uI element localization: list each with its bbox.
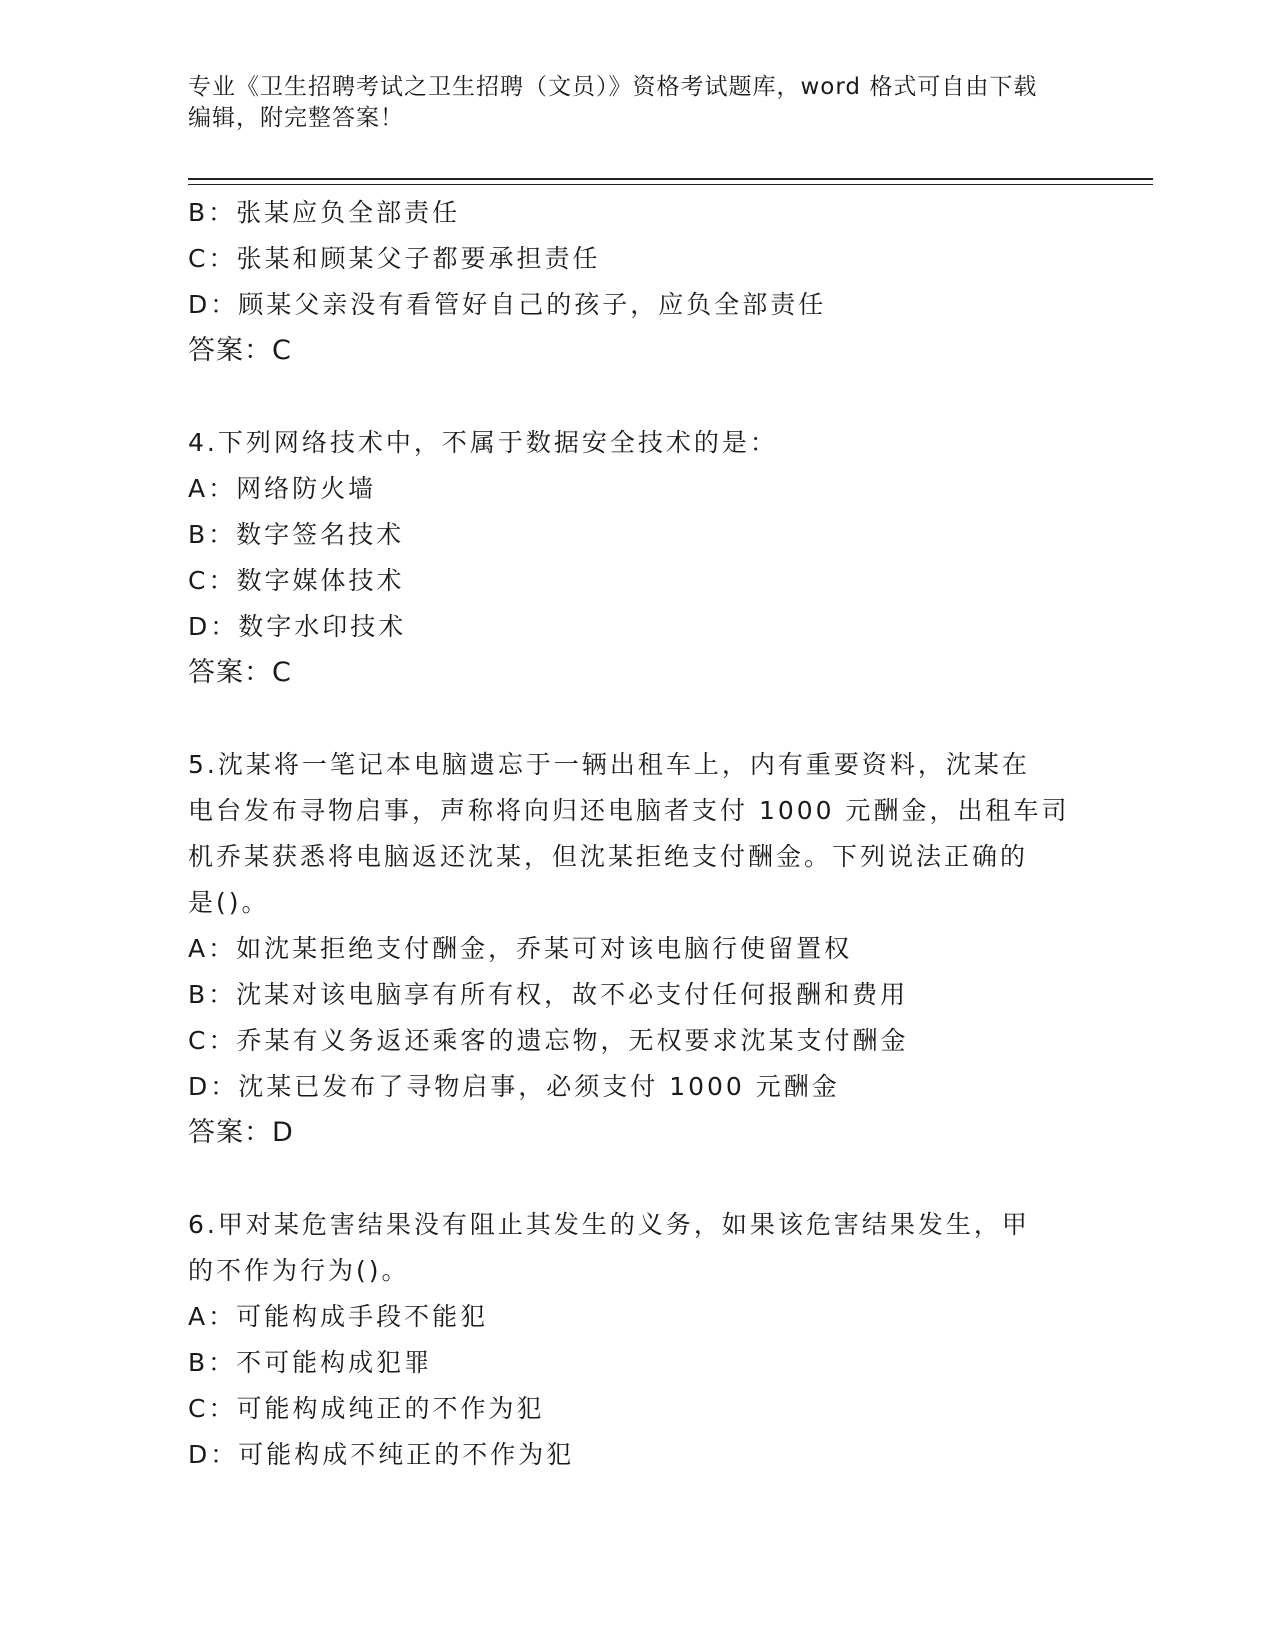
q5-option-c: C：乔某有义务返还乘客的遗忘物，无权要求沈某支付酬金 <box>188 1026 909 1055</box>
spacer <box>188 696 1088 742</box>
q5-option-a: A：如沈某拒绝支付酬金，乔某可对该电脑行使留置权 <box>188 934 853 963</box>
q3-option-d: D：顾某父亲没有看管好自己的孩子，应负全部责任 <box>188 290 827 319</box>
question-6 <box>188 1202 1088 1478</box>
q3-answer: 答案：C <box>188 335 292 366</box>
q5-answer: 答案：D <box>188 1117 294 1148</box>
q3-option-c: C：张某和顾某父子都要承担责任 <box>188 244 601 273</box>
header-line-2: 编辑，附完整答案！ <box>188 105 404 131</box>
question-5 <box>188 742 1088 1156</box>
q5-option-b: B：沈某对该电脑享有所有权，故不必支付任何报酬和费用 <box>188 980 909 1009</box>
q6-option-c: C：可能构成纯正的不作为犯 <box>188 1394 545 1423</box>
q5-stem-line: 是()。 <box>188 888 270 917</box>
q6-option-b: B：不可能构成犯罪 <box>188 1348 433 1377</box>
q5-option-d: D：沈某已发布了寻物启事，必须支付 1000 元酬金 <box>188 1072 840 1101</box>
spacer <box>188 374 1088 420</box>
q6-stem-line: 6.甲对某危害结果没有阻止其发生的义务，如果该危害结果发生，甲 <box>188 1210 1030 1239</box>
q5-stem-line: 机乔某获悉将电脑返还沈某，但沈某拒绝支付酬金。下列说法正确的 <box>188 842 1029 871</box>
q4-option-c: C：数字媒体技术 <box>188 566 405 595</box>
q6-option-a: A：可能构成手段不能犯 <box>188 1302 489 1331</box>
q4-option-b: B：数字签名技术 <box>188 520 405 549</box>
q4-option-a: A：网络防火墙 <box>188 474 377 503</box>
question-4 <box>188 420 1088 696</box>
header-divider-thin <box>188 184 1153 185</box>
q3-option-b: B：张某应负全部责任 <box>188 198 461 227</box>
header-line-1: 专业《卫生招聘考试之卫生招聘（文员）》资格考试题库，word 格式可自由下载 <box>188 74 1038 100</box>
q4-option-d: D：数字水印技术 <box>188 612 407 641</box>
q4-stem: 4.下列网络技术中，不属于数据安全技术的是： <box>188 428 778 457</box>
q4-answer: 答案：C <box>188 657 292 688</box>
q6-option-d: D：可能构成不纯正的不作为犯 <box>188 1440 575 1469</box>
document-body <box>188 190 1088 1478</box>
document-header <box>188 72 1088 134</box>
q5-stem-line: 电台发布寻物启事，声称将向归还电脑者支付 1000 元酬金，出租车司 <box>188 796 1070 825</box>
spacer <box>188 1156 1088 1202</box>
q6-stem-line: 的不作为行为()。 <box>188 1256 410 1285</box>
question-3-tail <box>188 190 1088 374</box>
header-divider-thick <box>188 178 1153 180</box>
q5-stem-line: 5.沈某将一笔记本电脑遗忘于一辆出租车上，内有重要资料，沈某在 <box>188 750 1030 779</box>
